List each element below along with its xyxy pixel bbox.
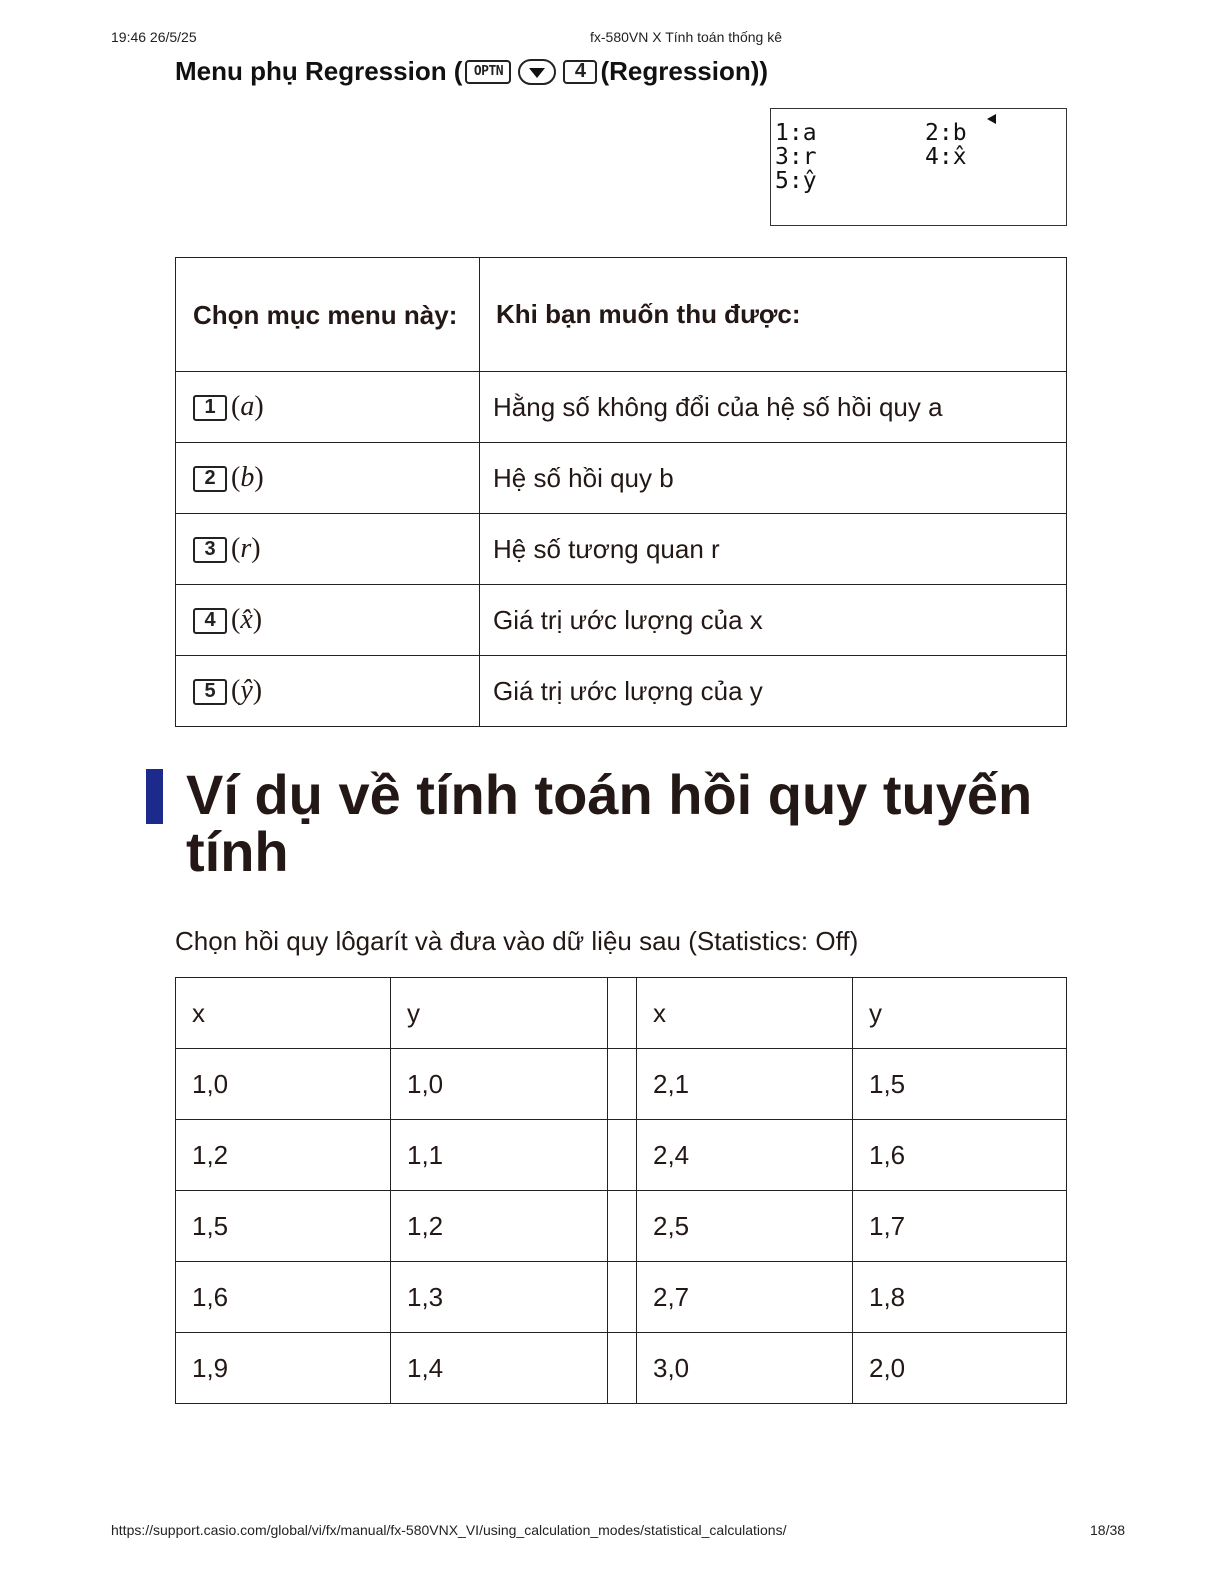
footer-url-link[interactable]: https://support.casio.com/global/vi/fx/manual/fx-580VNX_VI/using_calculation_modes/statistical_calculations/ bbox=[111, 1522, 787, 1538]
variable-label: (ŷ) bbox=[231, 675, 263, 707]
data-header-x2: x bbox=[637, 978, 853, 1049]
regression-submenu-heading bbox=[175, 56, 768, 87]
cursor-down-key-icon bbox=[518, 59, 556, 85]
variable-label: (r) bbox=[231, 533, 261, 565]
data-header-y2: y bbox=[853, 978, 1067, 1049]
optn-key-icon: OPTN bbox=[465, 60, 511, 84]
data-cell: 1,0 bbox=[176, 1049, 391, 1120]
table-row bbox=[176, 372, 1067, 443]
table-row bbox=[176, 1191, 1067, 1262]
menu-option-cell bbox=[176, 514, 480, 585]
header-datetime: 19:46 26/5/25 bbox=[111, 29, 197, 45]
number-4-key-icon: 4 bbox=[193, 608, 227, 634]
menu-option-cell bbox=[176, 585, 480, 656]
data-cell: 1,2 bbox=[391, 1191, 608, 1262]
data-cell: 1,8 bbox=[853, 1262, 1067, 1333]
data-cell: 1,5 bbox=[176, 1191, 391, 1262]
number-2-key-icon: 2 bbox=[193, 466, 227, 492]
menu-table-header-col2: Khi bạn muốn thu được: bbox=[480, 258, 1067, 372]
section-heading-accent-bar bbox=[146, 769, 163, 824]
lcd-item-r: 3:r bbox=[775, 144, 817, 170]
calculator-lcd-screen bbox=[770, 108, 1067, 226]
lcd-item-x-hat: 4:x̂ bbox=[925, 144, 967, 170]
number-4-key-icon: 4 bbox=[563, 60, 597, 84]
table-header-row bbox=[176, 258, 1067, 372]
data-header-y1: y bbox=[391, 978, 608, 1049]
data-cell: 2,7 bbox=[637, 1262, 853, 1333]
data-cell: 1,9 bbox=[176, 1333, 391, 1404]
sample-data-table bbox=[175, 977, 1067, 1404]
table-row bbox=[176, 585, 1067, 656]
number-3-key-icon: 3 bbox=[193, 537, 227, 563]
data-cell: 1,7 bbox=[853, 1191, 1067, 1262]
data-cell: 2,5 bbox=[637, 1191, 853, 1262]
data-gap-cell bbox=[608, 978, 637, 1049]
table-header-row bbox=[176, 978, 1067, 1049]
variable-label: (b) bbox=[231, 462, 264, 494]
data-cell: 2,0 bbox=[853, 1333, 1067, 1404]
data-cell: 3,0 bbox=[637, 1333, 853, 1404]
data-cell: 2,4 bbox=[637, 1120, 853, 1191]
data-cell: 1,6 bbox=[176, 1262, 391, 1333]
data-cell: 1,1 bbox=[391, 1120, 608, 1191]
data-cell: 1,0 bbox=[391, 1049, 608, 1120]
intro-paragraph: Chọn hồi quy lôgarít và đưa vào dữ liệu sau (Statistics: Off) bbox=[175, 926, 859, 956]
data-gap-cell bbox=[608, 1191, 637, 1262]
data-cell: 1,5 bbox=[853, 1049, 1067, 1120]
menu-description-cell: Hệ số tương quan r bbox=[480, 514, 1067, 585]
header-doc-title: fx-580VN X Tính toán thống kê bbox=[590, 29, 782, 45]
number-1-key-icon: 1 bbox=[193, 395, 227, 421]
data-gap-cell bbox=[608, 1333, 637, 1404]
menu-description-cell: Hệ số hồi quy b bbox=[480, 443, 1067, 514]
footer-page-number: 18/38 bbox=[1090, 1522, 1126, 1538]
table-row bbox=[176, 656, 1067, 727]
data-cell: 1,6 bbox=[853, 1120, 1067, 1191]
table-row bbox=[176, 1049, 1067, 1120]
data-header-x1: x bbox=[176, 978, 391, 1049]
section-heading: Ví dụ về tính toán hồi quy tuyến tính bbox=[186, 763, 1033, 883]
data-cell: 1,4 bbox=[391, 1333, 608, 1404]
table-row bbox=[176, 443, 1067, 514]
data-gap-cell bbox=[608, 1049, 637, 1120]
data-cell: 2,1 bbox=[637, 1049, 853, 1120]
menu-description-cell: Hằng số không đổi của hệ số hồi quy a bbox=[480, 372, 1067, 443]
regression-menu-table bbox=[175, 257, 1067, 727]
menu-option-cell bbox=[176, 372, 480, 443]
menu-table-header-col1: Chọn mục menu này: bbox=[176, 258, 480, 372]
number-5-key-icon: 5 bbox=[193, 679, 227, 705]
table-row bbox=[176, 1120, 1067, 1191]
lcd-item-y-hat: 5:ŷ bbox=[775, 168, 817, 194]
variable-label: (x̂) bbox=[231, 604, 263, 636]
subheading-suffix: (Regression)) bbox=[600, 56, 769, 86]
lcd-item-a: 1:a bbox=[775, 120, 817, 146]
table-row bbox=[176, 514, 1067, 585]
data-cell: 1,3 bbox=[391, 1262, 608, 1333]
table-row bbox=[176, 1262, 1067, 1333]
menu-description-cell: Giá trị ước lượng của x bbox=[480, 585, 1067, 656]
menu-option-cell bbox=[176, 443, 480, 514]
menu-option-cell bbox=[176, 656, 480, 727]
menu-description-cell: Giá trị ước lượng của y bbox=[480, 656, 1067, 727]
data-gap-cell bbox=[608, 1120, 637, 1191]
subheading-prefix: Menu phụ Regression ( bbox=[175, 56, 463, 86]
data-cell: 1,2 bbox=[176, 1120, 391, 1191]
lcd-left-arrow-icon bbox=[987, 114, 996, 124]
table-row bbox=[176, 1333, 1067, 1404]
data-gap-cell bbox=[608, 1262, 637, 1333]
variable-label: (a) bbox=[231, 391, 264, 423]
lcd-item-b: 2:b bbox=[925, 120, 967, 146]
